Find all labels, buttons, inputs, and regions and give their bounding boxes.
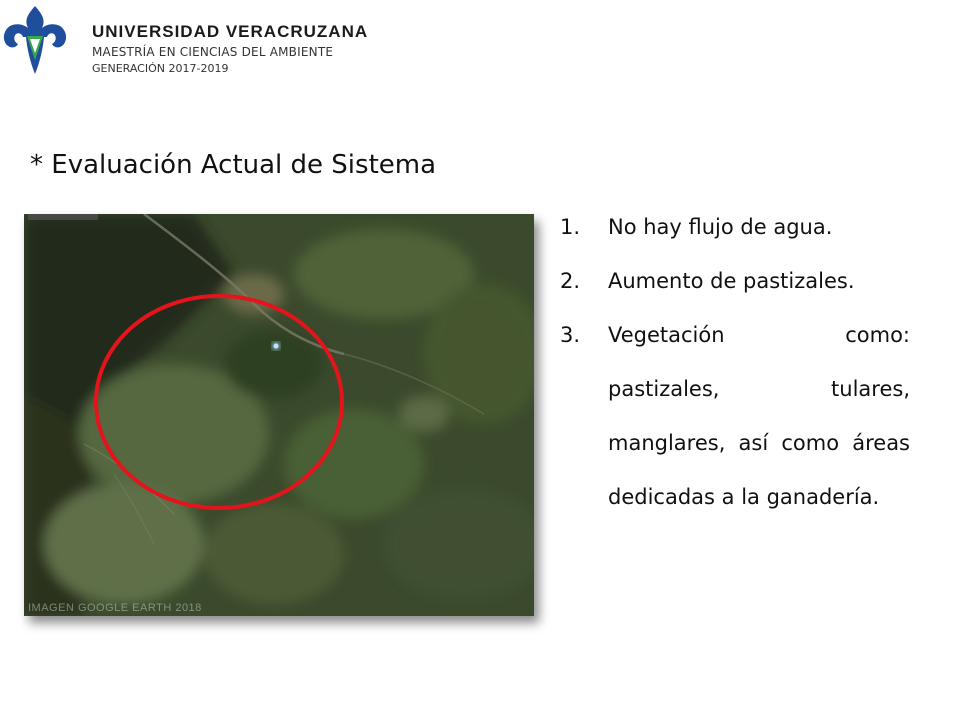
program-name: MAESTRÍA EN CIENCIAS DEL AMBIENTE	[92, 45, 334, 59]
item-number: 1.	[560, 215, 581, 239]
slide-title: * Evaluación Actual de Sistema	[30, 150, 437, 180]
generation-label: GENERACIÓN 2017-2019	[92, 62, 229, 75]
item-number: 2.	[560, 269, 581, 293]
list-item	[560, 254, 910, 308]
satellite-image	[24, 214, 534, 616]
item-text: Vegetación como: pastizales, tulares, manglares, así como áreas dedicadas a la ganadería.	[608, 323, 910, 509]
findings-list	[560, 200, 910, 524]
item-number: 3.	[560, 323, 581, 347]
item-text: Aumento de pastizales.	[608, 269, 855, 293]
image-credit: IMAGEN GOOGLE EARTH 2018	[28, 602, 202, 614]
list-item	[560, 200, 910, 254]
university-name: UNIVERSIDAD VERACRUZANA	[92, 22, 369, 41]
list-item	[560, 308, 910, 524]
item-text: No hay flujo de agua.	[608, 215, 833, 239]
university-logo	[2, 4, 68, 78]
